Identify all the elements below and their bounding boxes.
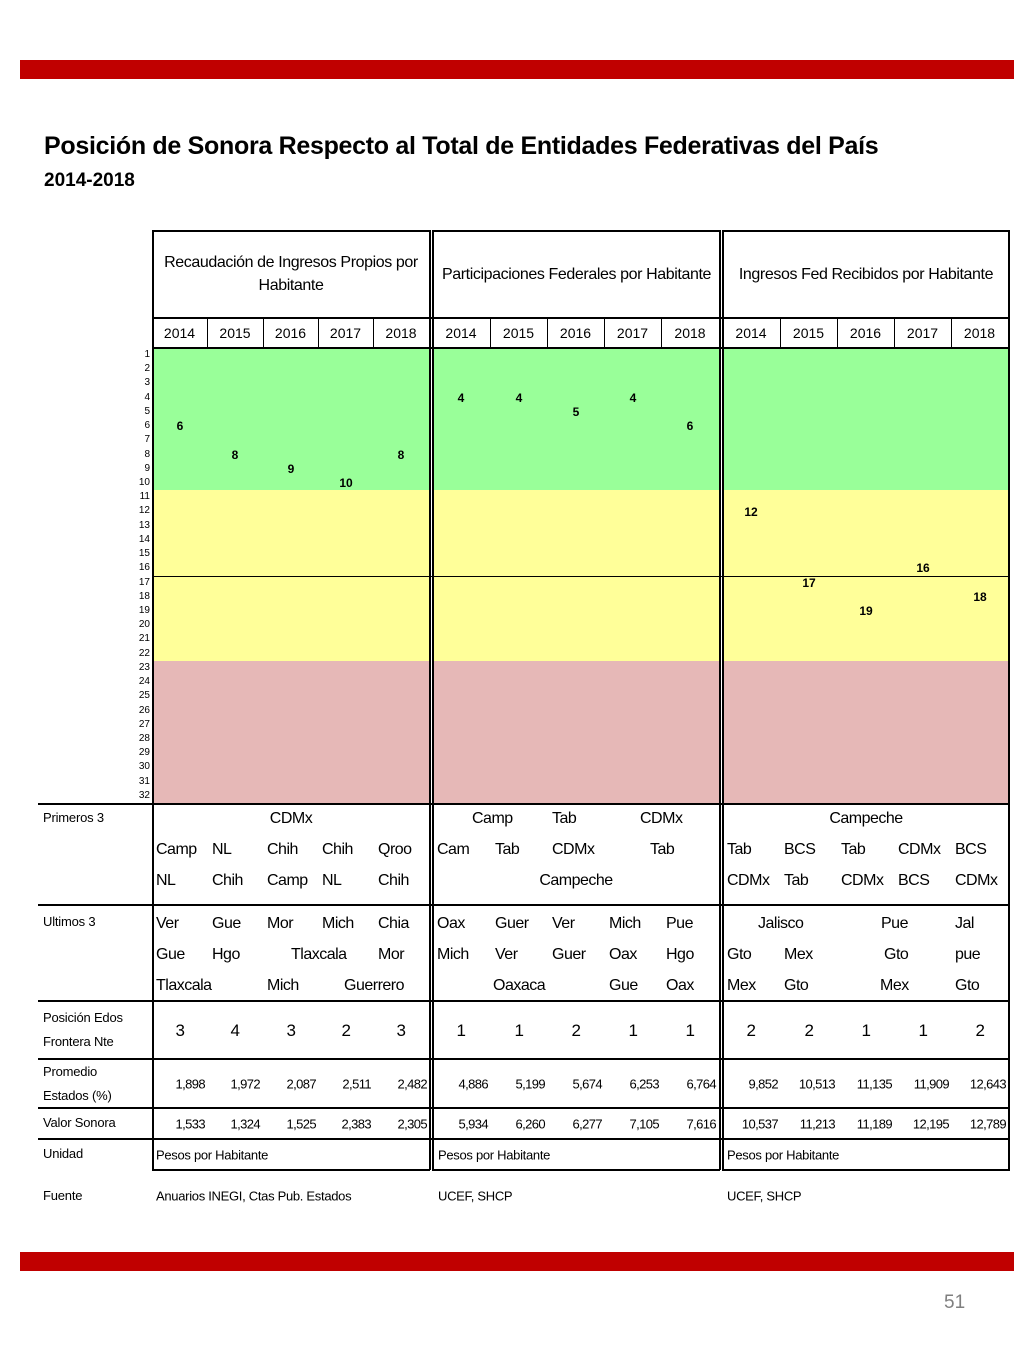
rank-number: 25 [138,690,150,702]
primeros-p3-r2-3: CDMx [898,841,941,858]
primeros-p3-r3-0: CDMx [727,872,770,889]
promedio-value: 4,886 [458,1076,488,1092]
primeros-p2-r1-2: CDMx [640,810,683,827]
valor-sonora-value: 10,537 [741,1116,778,1132]
promedio-value: 12,643 [969,1076,1006,1092]
valor-sonora-value: 11,213 [799,1116,835,1132]
panel-title-recaudacion: Recaudación de Ingresos Propios por Habitante [164,254,418,294]
ultimos-p1-r2-3: Mor [378,946,405,963]
posicion-frontera-value: 2 [341,1021,351,1040]
valor-sonora-value: 6,277 [572,1116,602,1132]
primeros-p1-r2-3: Chih [322,841,353,858]
rank-number: 27 [138,718,150,730]
rank-position-value: 4 [629,390,637,405]
valor-sonora-value: 11,189 [856,1116,892,1132]
promedio-value: 9,852 [748,1076,778,1092]
primeros-p1-r2-2: Chih [267,841,298,858]
fuente-p2: UCEF, SHCP [438,1188,513,1204]
posicion-frontera-value: 1 [456,1021,466,1040]
posicion-frontera-value: 1 [685,1021,695,1040]
ultimos-p1-r3-1: Mich [267,977,299,994]
year-header-p1: 2016 [274,325,307,341]
year-header-p1: 2015 [219,325,251,341]
ultimos-p3-r3-3: Gto [955,977,980,994]
rank-number: 5 [144,405,150,417]
valor-sonora-value: 1,324 [230,1116,260,1132]
zone-pink-p3 [724,661,1008,804]
rank-number: 1 [144,349,150,360]
rank-number: 17 [138,576,150,588]
ultimos-p2-r3-1: Gue [609,977,638,994]
ultimos-p3-r2-3: pue [955,946,981,963]
unidad-p3: Pesos por Habitante [727,1147,840,1163]
primeros-p3-r1: Campeche [829,810,903,827]
primeros-p3-r2-2: Tab [841,841,866,858]
ultimos-p3-r1-0: Jalisco [758,915,804,932]
rank-number: 10 [138,476,150,488]
promedio-value: 6,253 [629,1076,659,1092]
rank-position-value: 6 [686,419,694,434]
unidad-p1: Pesos por Habitante [156,1147,269,1163]
label-promedio-2: Estados (%) [43,1088,112,1103]
promedio-value: 11,135 [856,1076,892,1092]
rank-position-value: 8 [231,447,239,462]
primeros-p1-r2-1: NL [212,841,232,858]
valor-sonora-value: 7,616 [686,1116,716,1132]
rank-number: 3 [144,377,150,389]
posicion-frontera-value: 2 [746,1021,756,1040]
fuente-p3: UCEF, SHCP [727,1188,802,1204]
valor-sonora-value: 7,105 [629,1116,659,1132]
rank-position-value: 10 [339,476,353,491]
rank-position-value: 6 [176,419,184,434]
rank-number: 19 [138,604,150,616]
primeros-p1-r3-4: Chih [378,872,409,889]
rank-number: 6 [144,420,150,432]
primeros-p2-r2-2: CDMx [552,841,595,858]
primeros-p3-r3-1: Tab [784,872,809,889]
promedio-value: 6,764 [686,1076,716,1092]
valor-sonora-value: 1,525 [286,1116,316,1132]
ultimos-p1-r2-0: Gue [156,946,185,963]
year-header-p1: 2018 [385,325,417,341]
primeros-p3-r3-3: BCS [898,872,930,889]
primeros-p1-r3-3: NL [322,872,342,889]
label-unidad: Unidad [43,1146,83,1161]
rank-number: 22 [138,647,150,659]
label-fuente: Fuente [43,1188,83,1203]
ultimos-p1-r1-4: Chia [378,915,409,932]
ultimos-p1-r2-2: Tlaxcala [291,946,347,963]
year-header-p3: 2015 [792,325,825,341]
label-posicion-1: Posición Edos [43,1010,123,1025]
posicion-frontera-value: 2 [571,1021,581,1040]
zone-green-p2 [434,348,719,490]
zone-pink-p2 [434,661,719,804]
primeros-p3-r2-0: Tab [727,841,752,858]
rank-position-value: 16 [916,561,930,576]
year-header-p2: 2014 [445,325,477,341]
posicion-frontera-value: 3 [286,1021,296,1040]
primeros-p1-r2-4: Qroo [378,841,412,858]
ultimos-p3-r2-2: Gto [884,946,909,963]
rank-divider [152,576,1008,577]
rank-number: 26 [138,704,150,716]
year-header-p3: 2018 [963,325,996,341]
ultimos-p2-r2-2: Guer [552,946,586,963]
primeros-p2-r1-0: Camp [472,810,513,827]
rank-number: 29 [138,747,150,759]
valor-sonora-value: 1,533 [175,1116,205,1132]
ultimos-p3-r2-1: Mex [784,946,813,963]
zone-pink-p1 [152,661,429,804]
rank-number: 12 [138,505,150,517]
ultimos-p1-r1-3: Mich [322,915,354,932]
ultimos-p2-r1-3: Mich [609,915,641,932]
rank-number: 4 [144,391,150,403]
rank-position-value: 12 [744,504,758,519]
rank-number: 2 [144,363,150,375]
label-promedio-1: Promedio [43,1064,98,1079]
promedio-value: 2,511 [342,1076,371,1092]
page-number: 51 [944,1292,966,1313]
year-header-p1: 2014 [163,325,196,341]
valor-sonora-value: 2,305 [397,1116,427,1132]
top-red-bar [20,60,1014,79]
rank-number: 16 [138,562,150,574]
year-header-p2: 2015 [502,325,535,341]
ultimos-p3-r3-2: Mex [880,977,909,994]
posicion-frontera-value: 4 [230,1021,240,1040]
rank-number: 15 [138,548,150,560]
year-header-p1: 2017 [329,325,362,341]
rank-position-value: 5 [572,404,580,419]
fuente-p1: Anuarios INEGI, Ctas Pub. Estados [156,1188,352,1204]
ultimos-p1-r2-1: Hgo [212,946,240,963]
promedio-value: 11,909 [913,1076,949,1092]
year-header-p3: 2016 [849,325,882,341]
promedio-value: 1,898 [175,1076,205,1092]
promedio-value: 5,199 [515,1076,545,1092]
primeros-p1-r3-0: NL [156,872,176,889]
primeros-p3-r2-4: BCS [955,841,987,858]
rank-number: 32 [138,789,150,801]
label-valor: Valor Sonora [43,1115,116,1130]
label-posicion-2: Frontera Nte [43,1034,114,1049]
ultimos-p1-r1-1: Gue [212,915,241,932]
ultimos-p2-r1-0: Oax [437,915,465,932]
rank-number: 20 [138,619,150,631]
ultimos-p1-r1-0: Ver [156,915,179,932]
posicion-frontera-value: 1 [918,1021,928,1040]
page-subtitle: 2014-2018 [44,170,135,191]
rank-number: 9 [144,462,150,474]
ultimos-p2-r3-2: Oax [666,977,694,994]
bottom-red-bar [20,1252,1014,1271]
ultimos-p2-r1-2: Ver [552,915,575,932]
posicion-frontera-value: 2 [804,1021,814,1040]
promedio-value: 5,674 [572,1076,602,1092]
rank-number: 21 [138,633,150,645]
ultimos-p2-r1-4: Pue [666,915,693,932]
promedio-value: 10,513 [798,1076,835,1092]
promedio-value: 2,482 [397,1076,427,1092]
ultimos-p3-r2-0: Gto [727,946,752,963]
primeros-p3-r3-4: CDMx [955,872,998,889]
ultimos-p2-r3-0: Oaxaca [493,977,546,994]
ultimos-p3-r3-0: Mex [727,977,756,994]
ultimos-p2-r2-3: Oax [609,946,637,963]
valor-sonora-value: 6,260 [515,1116,545,1132]
ultimos-p1-r3-2: Guerrero [344,977,405,994]
year-header-p3: 2014 [735,325,767,341]
valor-sonora-value: 2,383 [341,1116,371,1132]
primeros-p2-r2-0: Cam [437,841,470,858]
primeros-p2-r2-3: Tab [650,841,675,858]
rank-number: 8 [144,448,150,460]
ultimos-p3-r1-2: Jal [955,915,974,932]
year-header-p2: 2018 [674,325,706,341]
posicion-frontera-value: 3 [396,1021,406,1040]
primeros-p1-r2-0: Camp [156,841,197,858]
rank-number: 18 [138,590,150,602]
ultimos-p2-r1-1: Guer [495,915,529,932]
year-header-p2: 2017 [616,325,649,341]
valor-sonora-value: 5,934 [458,1116,488,1132]
rank-position-value: 8 [397,447,405,462]
rank-position-value: 19 [859,604,873,619]
rank-position-value: 4 [457,390,465,405]
unidad-p2: Pesos por Habitante [438,1147,551,1163]
panel-title-ingresos-fed: Ingresos Fed Recibidos por Habitante [738,265,994,283]
rank-position-value: 4 [515,390,523,405]
posicion-frontera-value: 1 [861,1021,871,1040]
primeros-p3-r3-2: CDMx [841,872,884,889]
zone-green-p3 [724,348,1008,490]
primeros-p1-r1: CDMx [269,810,313,827]
year-header-p2: 2016 [559,325,592,341]
rank-position-value: 18 [973,589,987,604]
ultimos-p1-r3-0: Tlaxcala [156,977,212,994]
rank-number: 30 [138,761,150,773]
valor-sonora-value: 12,789 [969,1116,1006,1132]
primeros-p3-r2-1: BCS [784,841,816,858]
valor-sonora-value: 12,195 [912,1116,949,1132]
promedio-value: 1,972 [230,1076,260,1092]
posicion-frontera-value: 1 [628,1021,638,1040]
posicion-frontera-value: 2 [975,1021,985,1040]
rank-number: 13 [138,519,150,531]
rank-number: 28 [138,732,150,744]
page-title: Posición de Sonora Respecto al Total de Entidades Federativas del País [44,132,879,160]
year-header-p3: 2017 [906,325,939,341]
primeros-p1-r3-1: Chih [212,872,243,889]
rank-number: 23 [138,661,150,673]
rank-position-value: 17 [802,575,816,590]
posicion-frontera-value: 1 [514,1021,524,1040]
primeros-p2-r1-1: Tab [552,810,577,827]
rank-position-value: 9 [287,461,295,476]
rank-number: 31 [138,775,150,787]
rank-number: 7 [144,434,150,446]
panel-title-participaciones: Participaciones Federales por Habitante [441,265,711,283]
label-primeros: Primeros 3 [43,810,104,825]
primeros-p2-r3: Campeche [539,872,613,889]
ultimos-p3-r1-1: Pue [881,915,908,932]
ultimos-p3-r3-1: Gto [784,977,809,994]
posicion-frontera-value: 3 [175,1021,185,1040]
ultimos-p2-r2-0: Mich [437,946,469,963]
rank-number: 24 [138,676,150,688]
ultimos-p2-r2-1: Ver [495,946,518,963]
primeros-p2-r2-1: Tab [495,841,520,858]
rank-number: 11 [139,491,150,503]
ultimos-p1-r1-2: Mor [267,915,294,932]
primeros-p1-r3-2: Camp [267,872,308,889]
rank-number: 14 [138,533,150,545]
ultimos-p2-r2-4: Hgo [666,946,694,963]
label-ultimos: Ultimos 3 [43,914,96,929]
promedio-value: 2,087 [286,1076,316,1092]
